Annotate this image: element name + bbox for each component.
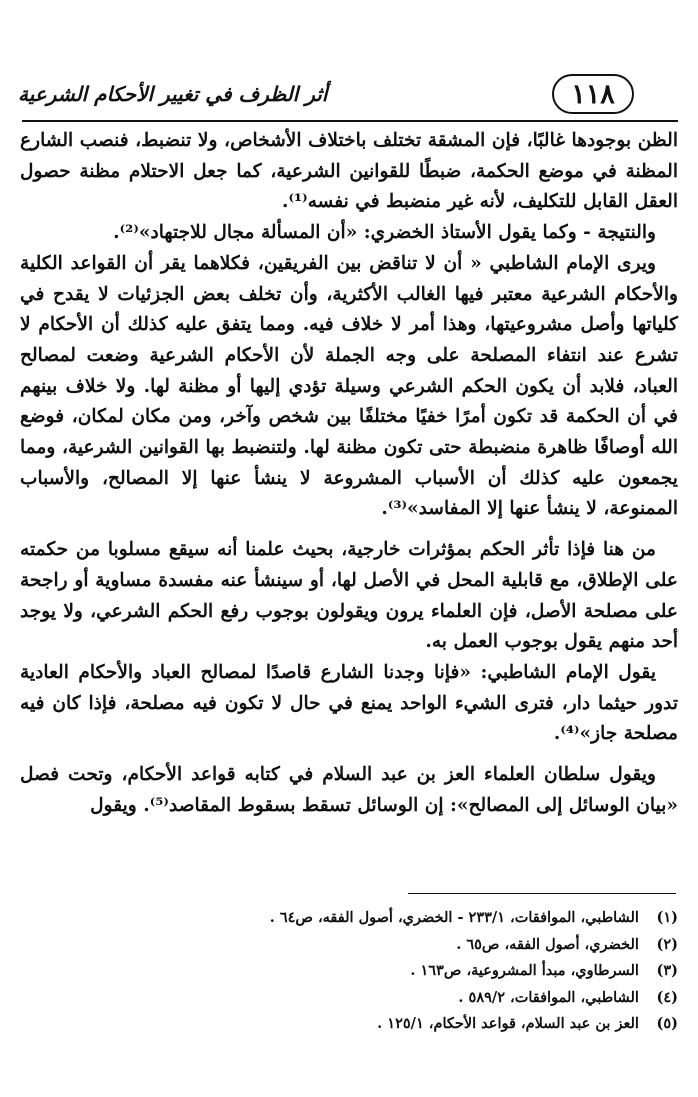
footnote-text: العز بن عبد السلام، قواعد الأحكام، ١٢٥/١ . (377, 1015, 639, 1032)
footnote-text: الشاطبي، الموافقات، ٥٨٩/٢ . (458, 988, 639, 1006)
footnote-3 (80, 958, 678, 985)
paragraph-5: يقول الإمام الشاطبي: «فإنا وجدنا الشارع قاصدًا لمصالح العباد والأحكام العادية تدور حيثما دار، فترى الشيء الواحد يمنع في حال لا تكون فيه مصلحة، فإذا كان فيه مصلحة جاز»⁽⁴⁾. (20, 661, 678, 745)
footnote-number: (٣) (656, 962, 678, 979)
footnote-number: (١) (656, 909, 678, 926)
footnote-text: الخضري، أصول الفقه، ص٦٥ . (456, 935, 639, 953)
footnote-1 (80, 905, 678, 932)
header-divider (22, 120, 678, 122)
footnotes (80, 905, 678, 1038)
main-text (20, 126, 678, 821)
paragraph-2: والنتيجة - وكما يقول الأستاذ الخضري: «أن المسألة مجال للاجتهاد»⁽²⁾. (113, 222, 656, 244)
paragraph-1: الظن بوجودها غالبًا، فإن المشقة تختلف باختلاف الأشخاص، ولا تنضبط، فنصب الشارع المظنة في موضع الحكمة، ضبطًا للقوانين الشرعية، كما جعل الاحتلام مظنة حصول العقل القابل للتكليف، لأنه غير منضبط في نفسه⁽¹⁾. (20, 130, 678, 213)
running-title: أثر الظرف في تغيير الأحكام الشرعية (18, 82, 328, 106)
paragraph-6: ويقول سلطان العلماء العز بن عبد السلام في كتابه قواعد الأحكام، وتحت فصل «بيان الوسائل إلى المصالح»: إن الوسائل تسقط بسقوط المقاصد⁽⁵⁾. ويقول (20, 764, 678, 816)
paragraph-4: من هنا فإذا تأثر الحكم بمؤثرات خارجية، بحيث علمنا أنه سيقع مسلوبا من حكمته على الإطلاق، مع قابلية المحل في الأصل لها، أو سينشأ عنه مفسدة مساوية أو راجحة على مصلحة الأصل، فإن العلماء يرون ويقولون بوجوب رفع الحكم الشرعي، ولا يوجد أحد منهم يقول بوجوب العمل به. (20, 539, 678, 653)
footnote-number: (٤) (656, 988, 678, 1006)
paragraph-3: ويرى الإمام الشاطبي « أن لا تناقض بين الفريقين، فكلاهما يقر أن القواعد الكلية والأحكام الشرعية معتبر فيها الغالب الأكثرية، وأن تخلف بعض الجزئيات لا يقدح في كلياتها وأصل مشروعيتها، وهذا أمر لا خلاف فيه. ومما يتفق عليه كذلك أن الأحكام لا تشرع عند انتفاء المصلحة على وجه الجملة لأن الأحكام الشرعية وضعت لمصالح العباد، فلابد أن يكون الحكم الشرعي وسيلة تؤدي إليها أو مظنة لها. ولا خلاف بينهم في أن الحكمة قد تكون أمرًا خفيًا مختلفًا بين شخص وآخر، ومن مكان لمكان، فوضع الله أوصافًا ظاهرة منضبطة حتى تكون مظنة لها. ولتنضبط بها القوانين الشرعية، ومما يجمعون عليه كذلك أن الأسباب المشروعة لا ينشأ عنها إلا المصالح، والأسباب الممنوعة، لا ينشأ عنها إلا المفاسد»⁽³⁾. (20, 252, 678, 520)
footnote-4 (80, 985, 678, 1012)
footnote-2 (80, 932, 678, 959)
footnote-5 (80, 1011, 678, 1038)
footnote-number: (٢) (656, 935, 678, 953)
footnote-text: الشاطبي، الموافقات، ٢٣٣/١ - الخضري، أصول الفقه، ص٦٤ . (269, 909, 639, 926)
page-number: ١١٨ (552, 74, 634, 114)
footnote-divider (408, 893, 676, 894)
footnote-text: السرطاوي، مبدأ المشروعية، ص١٦٣ . (410, 962, 639, 979)
page-header (0, 0, 698, 120)
footnote-number: (٥) (656, 1015, 678, 1032)
